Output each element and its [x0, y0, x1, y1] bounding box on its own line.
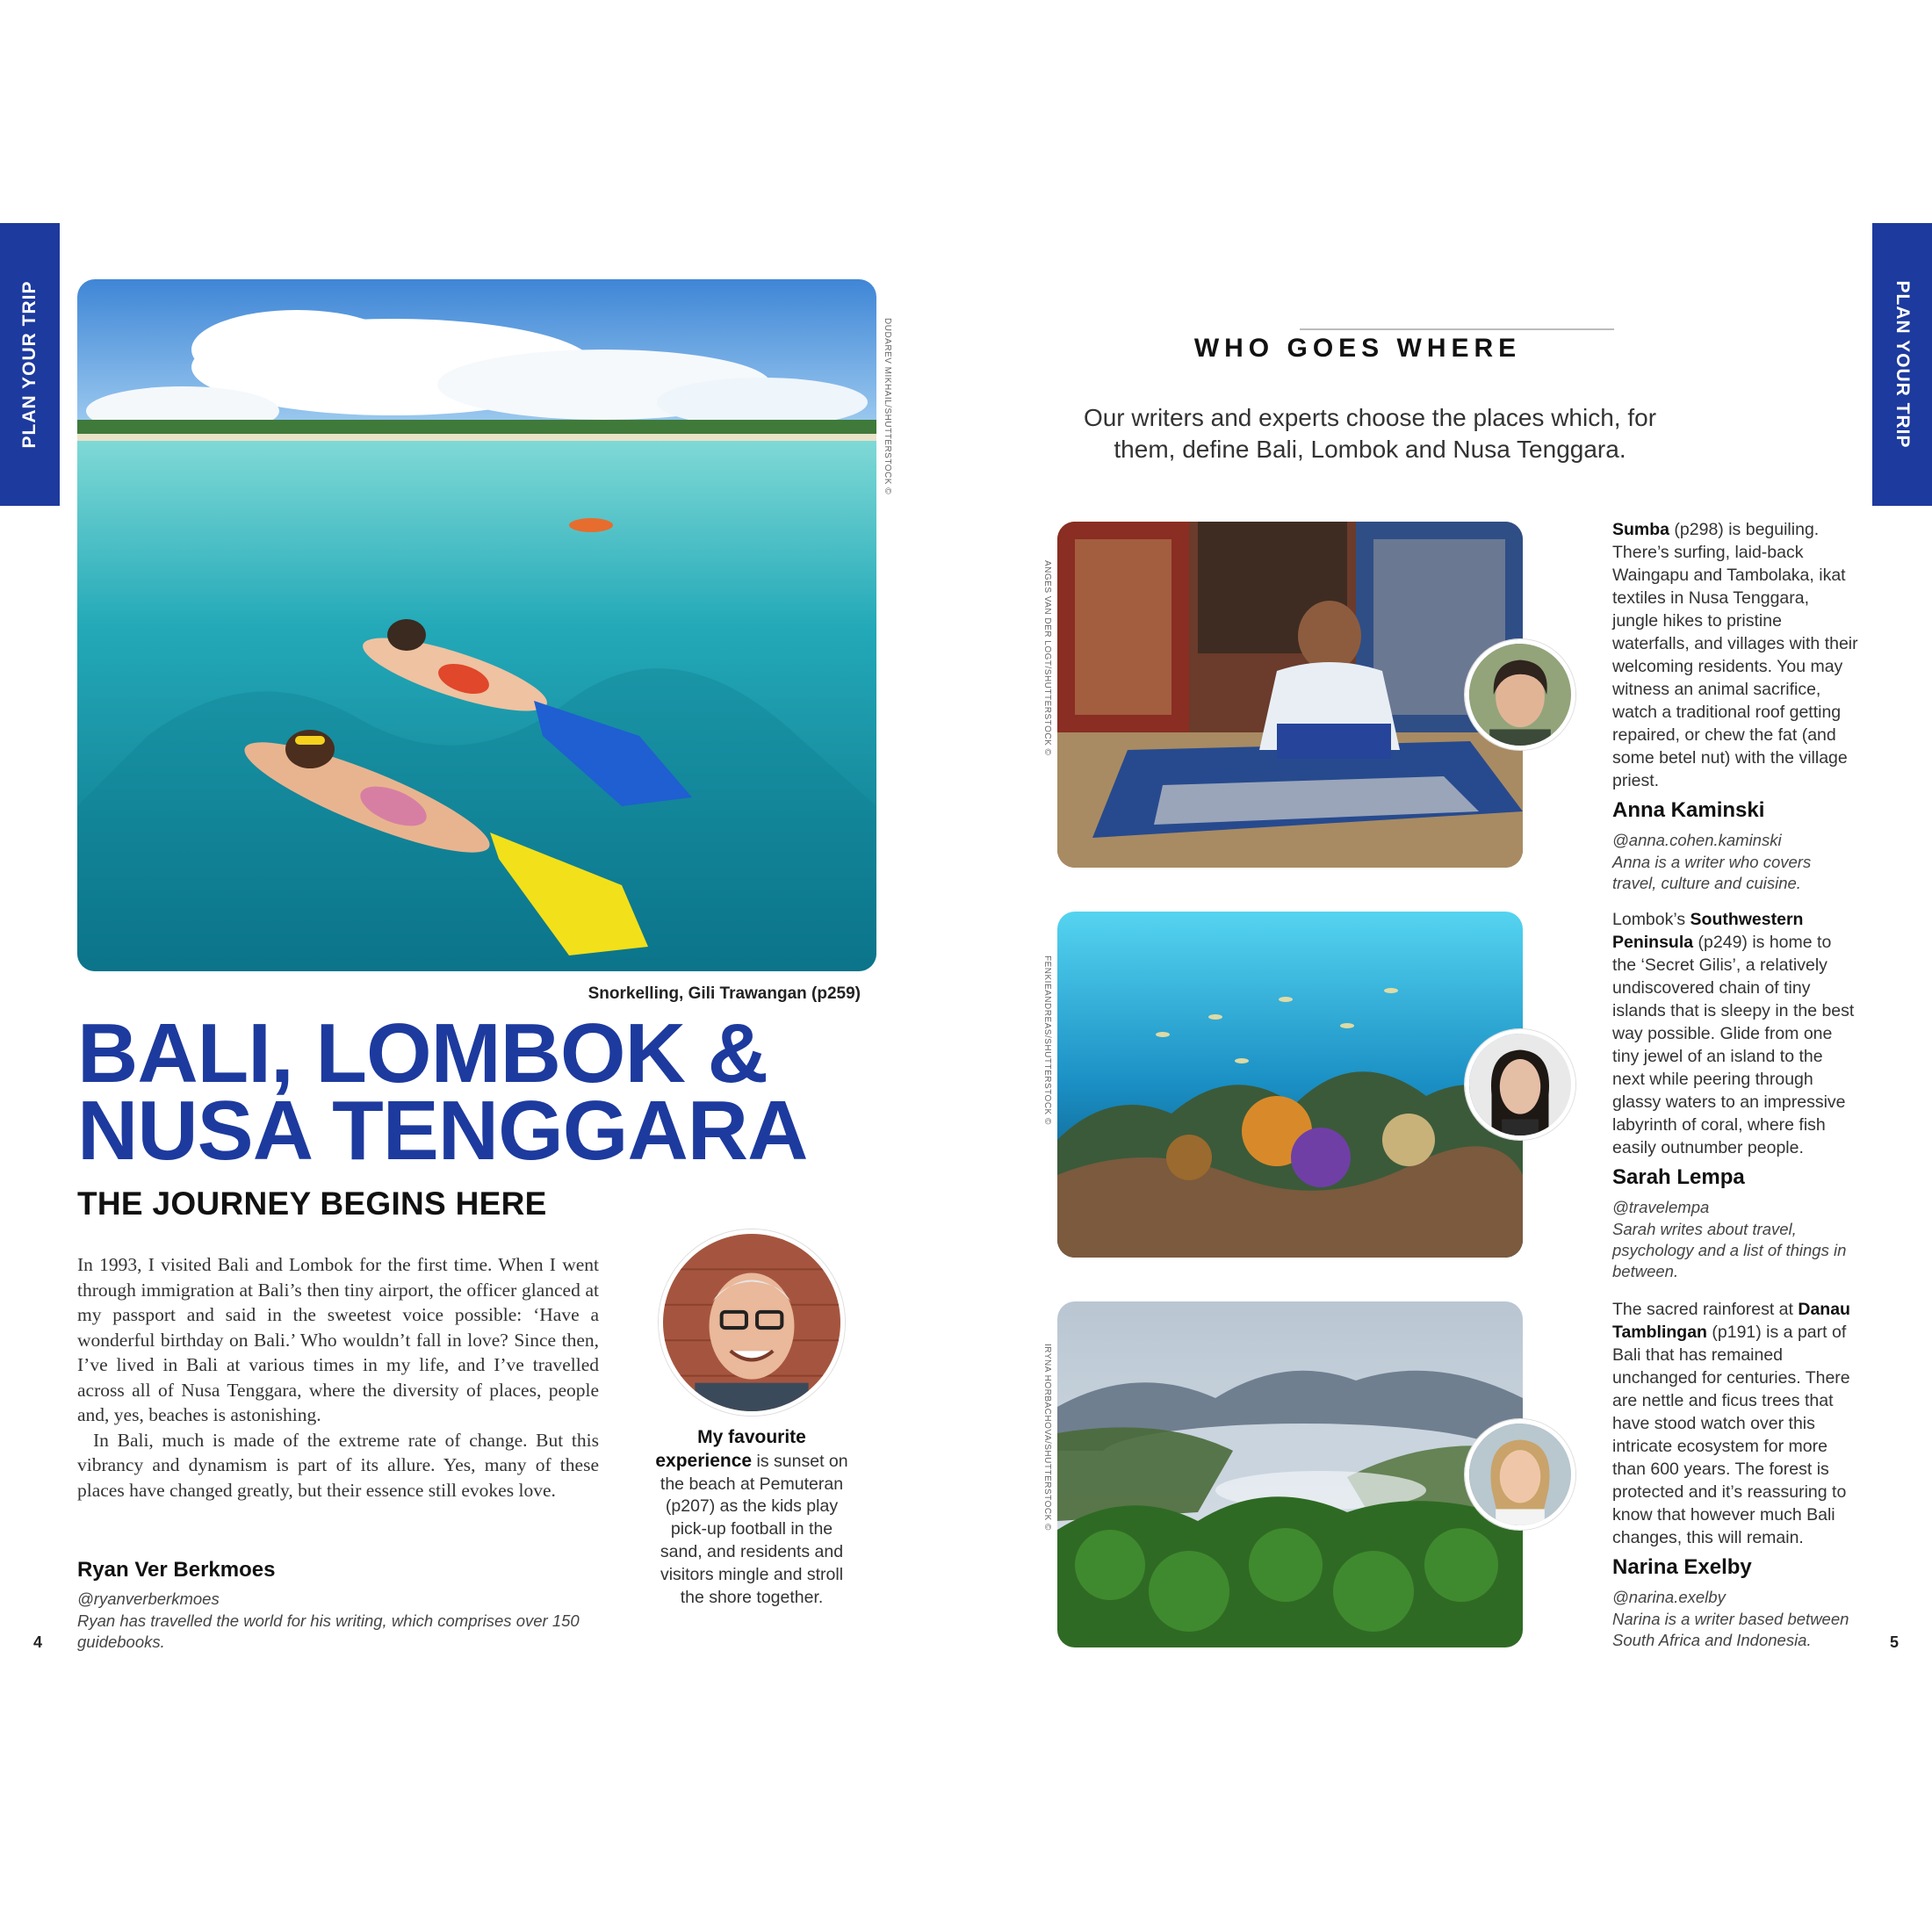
- intro-text: [77, 1252, 599, 1503]
- writer-name: Narina Exelby: [1612, 1555, 1752, 1579]
- hero-caption: Snorkelling, Gili Trawangan (p259): [588, 984, 861, 1003]
- intro-author-handle: @ryanverberkmoes: [77, 1590, 220, 1608]
- author-avatar-ryan: [659, 1229, 845, 1416]
- intro-author-name: Ryan Ver Berkmoes: [77, 1558, 276, 1582]
- intro-paragraph-2: In Bali, much is made of the extreme rate of change. But this vibrancy and dynamism is part of its allure. Yes, many of these places have changed greatly, but their essence still evokes love.: [77, 1429, 599, 1501]
- entry-credit-southwestern-peninsula: FENKIEANDREAS/SHUTTERSTOCK ©: [1042, 955, 1052, 1125]
- page-title-line1: BALI, LOMBOK &: [77, 1006, 768, 1100]
- entry-photo-sumba: [1057, 522, 1523, 868]
- entry-blurb-sumba: [1612, 518, 1858, 894]
- intro-paragraph-1: In 1993, I visited Bali and Lombok for the first time. When I went through immigration at Bali’s then tiny airport, the officer glanced at my passport and said in the sweetest voice possible: ‘Have a wonderful birthday on Bali.’ Who wouldn’t fall in love? Since then, I’ve lived in Bali at various times in my life, and I’ve travelled across all of Nusa Tenggara, where the diversity of places, people and, yes, beaches is astonishing.: [77, 1254, 599, 1425]
- side-tab-left: [0, 223, 60, 506]
- favourite-body: sunset on the beach at Pemuteran (p207) as the kids play pick-up football in the sand, and residents and visitors mingle and stroll the shore together.: [660, 1451, 848, 1607]
- favourite-suffix: is: [752, 1451, 769, 1471]
- section-title: WHO GOES WHERE: [1193, 334, 1522, 363]
- page-title-line2: NUSA TENGGARA: [77, 1084, 808, 1178]
- writer-avatar-sarah: [1465, 1029, 1575, 1140]
- favourite-experience: [648, 1426, 855, 1609]
- favourite-heading: My favourite experience: [655, 1427, 806, 1471]
- section-intro: Our writers and experts choose the places which, for them, define Bali, Lombok and Nusa Tenggara.: [1083, 404, 1657, 463]
- entry-blurb-southwestern-peninsula: [1612, 908, 1858, 1282]
- entry-text: (p249) is home to the ‘Secret Gilis’, a relatively undiscovered chain of tiny islands that is sleepy in the best way possible. Glide from one tiny jewel of an island to the next while peering through glassy waters to an impressive labyrinth of coral, where fish easily outnumber people.: [1612, 933, 1855, 1157]
- writer-bio: Narina is a writer based between South Africa and Indonesia.: [1612, 1610, 1849, 1649]
- writer-name: Anna Kaminski: [1612, 798, 1765, 822]
- entry-photo-danau-tamblingan: [1057, 1301, 1523, 1647]
- writer-bio: Anna is a writer who covers travel, culture and cuisine.: [1612, 853, 1812, 892]
- writer-handle: @narina.exelby: [1612, 1588, 1726, 1606]
- entry-text: (p191) is a part of Bali that has remained unchanged for centuries. There are nettle and ficus trees that have stood watch over this intricate ecosystem for more than 600 years. The forest is protected and it’s reassuring to know that however much Bali changes, this will remain.: [1612, 1323, 1850, 1547]
- entry-credit-sumba: ANGES VAN DER LOGT/SHUTTERSTOCK ©: [1042, 560, 1052, 756]
- page-title: [77, 1006, 868, 1178]
- section-rule: [1300, 328, 1614, 330]
- side-tab-right: [1872, 223, 1932, 506]
- writer-name: Sarah Lempa: [1612, 1165, 1745, 1189]
- entry-place-name: Sumba: [1612, 520, 1670, 539]
- entry-blurb-danau-tamblingan: [1612, 1298, 1858, 1651]
- entry-lead-pre: The sacred rainforest at: [1612, 1300, 1799, 1319]
- page-number-right: 5: [1890, 1633, 1900, 1651]
- side-tab-label: PLAN YOUR TRIP: [19, 280, 40, 449]
- hero-photo-credit: DUDAREV MIKHAIL/SHUTTERSTOCK ©: [883, 318, 892, 495]
- writer-bio: Sarah writes about travel, psychology and a list of things in between.: [1612, 1220, 1847, 1280]
- writer-avatar-anna: [1465, 639, 1575, 750]
- side-tab-label: PLAN YOUR TRIP: [1892, 280, 1913, 449]
- writer-avatar-narina: [1465, 1419, 1575, 1530]
- intro-author-bio: Ryan has travelled the world for his writing, which comprises over 150 guidebooks.: [77, 1611, 580, 1651]
- entry-credit-danau-tamblingan: IRYNA HORBACHOVA/SHUTTERSTOCK ©: [1042, 1344, 1052, 1531]
- hero-photo: [77, 279, 876, 971]
- entry-place-name: Southwestern Peninsula: [1612, 910, 1804, 952]
- entry-lead-pre: Lombok’s: [1612, 910, 1690, 929]
- writer-handle: @anna.cohen.kaminski: [1612, 831, 1782, 849]
- page-number-left: 4: [33, 1633, 43, 1651]
- page-subtitle: THE JOURNEY BEGINS HERE: [77, 1186, 547, 1222]
- entry-photo-southwestern-peninsula: [1057, 912, 1523, 1258]
- entry-text: (p298) is beguiling. There’s surfing, laid-back Waingapu and Tambolaka, ikat textiles in Nusa Tenggara, jungle hikes to pristine waterfalls, and villages with their welcoming residents. You may witness an animal sacrifice, watch a traditional roof getting repaired, or chew the fat (and some betel nut) with the village priest.: [1612, 520, 1858, 790]
- writer-handle: @travelempa: [1612, 1198, 1710, 1216]
- entry-place-name: Danau Tamblingan: [1612, 1300, 1850, 1342]
